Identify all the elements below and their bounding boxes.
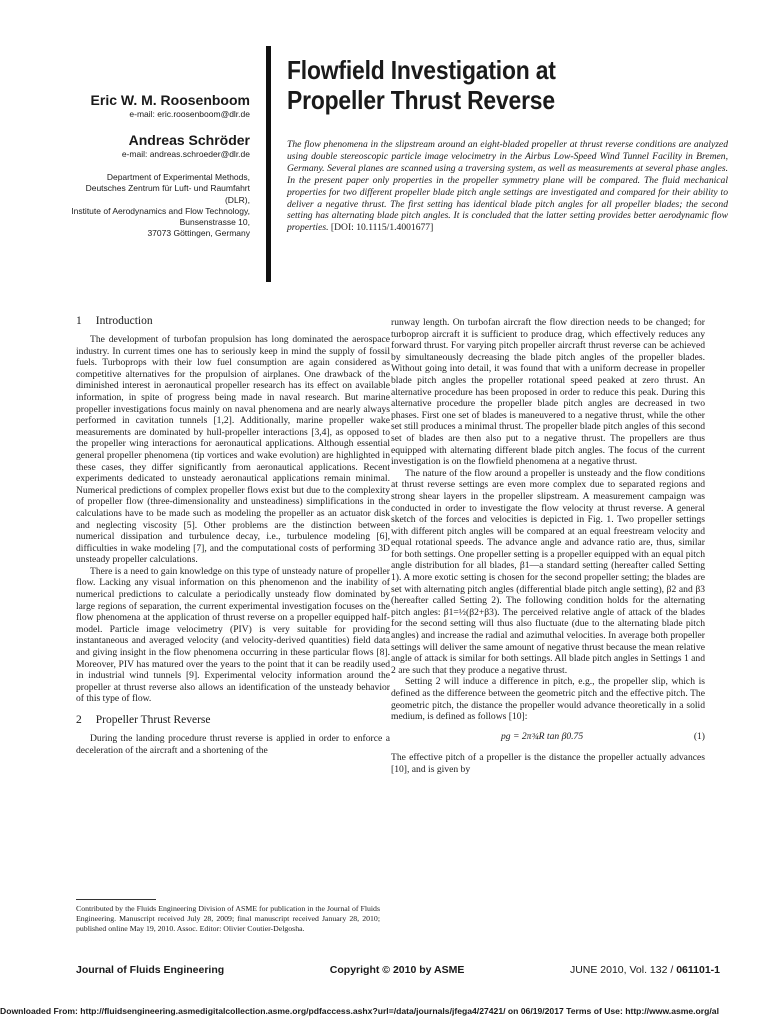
title-divider-bar bbox=[266, 46, 271, 282]
affiliation-line: Deutsches Zentrum für Luft- und Raumfahrt bbox=[85, 183, 250, 194]
abstract-text: The flow phenomena in the slipstream around an eight-bladed propeller at thrust reverse conditions are analyzed using double stereoscopic particle image velocimetry in the Airbus Low-Speed Wind Tunnel Facility in Bremen, Germany. Several planes are scanned using a traversing system, as well as measurements at several phase angles. In the present paper only properties in the propeller symmetry plane will be compared. The fluid mechanical properties for two different propeller blade pitch angle settings are investigated and compared for their ability to deliver a negative thrust. The first setting has identical blade pitch angles for all propeller blades; the second setting has alternating blade pitch angles. It is concluded that the latter setting provides better aerodynamic flow properties. bbox=[287, 139, 728, 234]
equation-number: (1) bbox=[693, 730, 705, 742]
affiliation-line: Department of Experimental Methods, bbox=[106, 172, 250, 182]
footnote: Contributed by the Fluids Engineering Division of ASME for publication in the Journal of Fluids Engineering. Manuscript received July 28, 2009; final manuscript received January 28, 2010; published online May 19, 2010. Assoc. Editor: Olivier Coutier-Delgosha. bbox=[76, 904, 380, 933]
page-number: 061101-1 bbox=[676, 964, 720, 976]
title-line: Propeller Thrust Reverse bbox=[287, 85, 555, 115]
affiliation-line: Institute of Aerodynamics and Flow Technology, bbox=[71, 205, 250, 216]
author-name: Eric W. M. Roosenboom bbox=[90, 92, 250, 108]
section-title: Propeller Thrust Reverse bbox=[95, 714, 211, 726]
download-notice[interactable]: Downloaded From: http://fluidsengineering.asmedigitalcollection.asme.org/pdfaccess.ashx?url=/data/journals/jfega4/27421/ on 06/19/2017 Terms of Use: http://www.asme.org/al bbox=[0, 1006, 719, 1016]
title-line: Flowfield Investigation at bbox=[287, 55, 556, 85]
paragraph: Setting 2 will induce a difference in pitch, e.g., the propeller slip, which is defined as the difference between the geometric pitch and the effective pitch. The geometric pitch, the distance the propeller would advance theoretically in a solid medium, is defined as follows [10]: bbox=[391, 676, 705, 723]
paragraph: The effective pitch of a propeller is the distance the propeller actually advances [10], and is given by bbox=[391, 752, 705, 775]
author-name: Andreas Schröder bbox=[128, 132, 250, 148]
left-column bbox=[76, 314, 390, 756]
section-title: Introduction bbox=[95, 315, 153, 327]
section-heading-introduction bbox=[76, 314, 390, 328]
affiliation bbox=[40, 172, 250, 240]
paragraph: During the landing procedure thrust reverse is applied in order to enforce a deceleration of the aircraft and a shortening of the bbox=[76, 733, 390, 756]
section-number: 2 bbox=[76, 714, 82, 726]
affiliation-line: (DLR), bbox=[224, 194, 250, 205]
issue-text: JUNE 2010, Vol. 132 bbox=[569, 964, 668, 976]
page-footer bbox=[76, 964, 720, 976]
copyright: Copyright © 2010 by ASME bbox=[329, 964, 465, 976]
author-block bbox=[40, 92, 250, 240]
footnote-rule bbox=[76, 899, 156, 900]
paragraph: runway length. On turbofan aircraft the flow direction needs to be changed; for turboprop aircraft it is sufficient to produce drag, which effectively reduces any forward thrust. For varying pitch propeller aircraft thrust reverse can be achieved by simultaneously decreasing the blade pitch angles of the propeller blades. Without going into detail, it was found that with a uniform decrease in propeller blade pitch angles the propeller rotational speed peaked at zero thrust. An alternative procedure has been proposed in order to reduce this peak. During this alternative procedure the propeller blade pitch angles are decreased in two phases. First one set of blades is maneuvered to a negative thrust, while the other set still produces a minimal thrust. The propeller blade pitch angles of this second set of blades are then also put to a negative thrust. The propellers are thus equipped with alternating different blade pitch angles. The focus of the current investigation is on the flowfield phenomena at a negative thrust. bbox=[391, 317, 705, 468]
journal-name: Journal of Fluids Engineering bbox=[76, 964, 225, 976]
doi[interactable]: [DOI: 10.1115/1.4001677] bbox=[330, 222, 434, 234]
equation-text: pg = 2π¾R tan β0.75 bbox=[501, 730, 584, 742]
paragraph: The development of turbofan propulsion has long dominated the aerospace industry. In current times one has to seriously keep in mind the supply of fossil fuels. Turboprops with their low fuel consumption are again considered as competitive alternatives for the propulsion of airplanes. One drawback of the diminished interest in aeronautical propeller research has its effect on available information, in spite of progress being made in naval research. But marine propeller investigations focus mainly on naval phenomena and are nearly always performed in cavitation tunnels [1,2]. Additionally, marine propeller wake measurements are dominated by hull-propeller interactions [3,4], as opposed to the propeller wing interactions for aeronautical applications. Although essential general propeller phenomena (tip vortices and wake evolution) are highlighted in these cases, they differ significantly from aeronautical applications. Recent experiments dedicated to unsteady aeronautical applications remain minimal. Numerical predictions of complex propeller flows exist but due to the complexity of propeller flow (three-dimensionality and unsteadiness) simplifications in the calculations have to be made such as modeling the propeller as an actuator disk and neglecting viscosity [5]. Other problems are the distinction between numerical dissipation and turbulence decay, i.e., turbulence modeling [6], difficulties in wake modeling [7], and the computational costs of performing 3D unsteady propeller calculations. bbox=[76, 334, 390, 566]
section-number: 1 bbox=[76, 315, 82, 327]
right-column bbox=[391, 317, 705, 776]
paragraph: There is a need to gain knowledge on this type of unsteady nature of propeller flow. Lacking any visual information on this phenomenon and the inability of numerical predictions to calculate a periodically unsteady flow dominated by large regions of separation, the current experimental investigation focuses on the flow phenomena at the application of thrust reverse on a propeller equipped half-model. Particle image velocimetry (PIV) is very suitable for providing instantaneous and averaged velocity (and velocity-derived quantities) field data and giving insight in the flow phenomena occurring in these particular flows [8]. Moreover, PIV has matured over the years to the point that it can be readily used in industrial wind tunnels [9]. Experimental velocity information around the propeller at thrust reverse also allows an identification of the unsteady behavior of this type of flow. bbox=[76, 565, 390, 705]
affiliation-line: Bunsenstrasse 10, bbox=[179, 217, 250, 228]
section-heading-thrust-reverse bbox=[76, 713, 390, 727]
author-email[interactable]: e-mail: andreas.schroeder@dlr.de bbox=[121, 149, 250, 159]
equation-1 bbox=[501, 731, 705, 743]
abstract bbox=[287, 139, 728, 234]
paragraph: The nature of the flow around a propeller is unsteady and the flow conditions at thrust reverse settings are even more complex due to separated regions and strong shear layers in the propeller slipstream. A measurement campaign was conducted in order to investigate the flow velocity at thrust reverse. A general sketch of the forces and velocities is depicted in Fig. 1. Two propeller settings with different pitch angles will be compared at an equal freestream velocity and equal rotational speeds. The advance angle and advance ratio are, thus, similar for both settings. One propeller setting is a propeller equipped with an equal pitch angle distribution for all blades, β1—a standard setting (hereafter called Setting 1). A more exotic setting is chosen for the second propeller setting; the blades are set with alternating pitch angles (differential blade pitch angle setting), β2 and β3 (hereafter called Setting 2). The following condition holds for the alternating pitch angles: β1=½(β2+β3). The perceived relative angle of attack of the blades for the second setting will thus also fluctuate (due to the alternating blade pitch angles) and increase the radial and azimuthal velocities. In average both propeller settings will deliver the same amount of negative thrust because the mean relative angle of attack is similar for both settings. All blade pitch angles in Settings 1 and 2 are such that they produce a negative thrust. bbox=[391, 467, 705, 676]
paper-title bbox=[287, 55, 683, 115]
affiliation-line: 37073 Göttingen, Germany bbox=[147, 228, 250, 239]
issue-info: JUNE 2010, Vol. 132 / 061101-1 bbox=[569, 964, 720, 976]
author-email[interactable]: e-mail: eric.roosenboom@dlr.de bbox=[129, 109, 250, 119]
